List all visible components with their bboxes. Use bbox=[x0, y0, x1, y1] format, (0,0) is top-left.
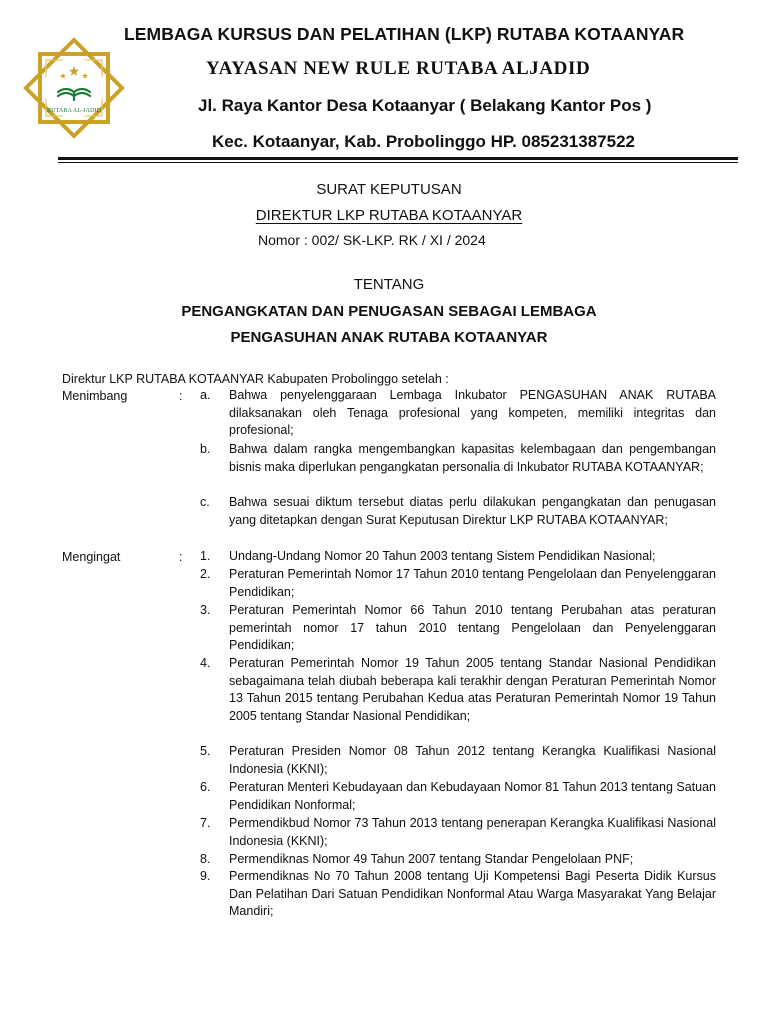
logo-text: RUTABA AL-JADID bbox=[47, 107, 101, 114]
item-marker: 7. bbox=[200, 816, 211, 830]
subject-line-2: PENGASUHAN ANAK RUTABA KOTAANYAR bbox=[230, 329, 548, 346]
document-type: SURAT KEPUTUSAN bbox=[316, 181, 462, 198]
item-text: Bahwa penyelenggaraan Lembaga Inkubator PENGASUHAN ANAK RUTABA dilaksanakan oleh Tenaga profesional yang kompeten, memiliki integritas dan profesional; bbox=[229, 388, 716, 438]
document-number: Nomor : 002/ SK-LKP. RK / XI / 2024 bbox=[258, 232, 486, 248]
item-text: Bahwa sesuai diktum tersebut diatas perlu dilakukan pengangkatan dan penugasan yang ditetapkan dengan Surat Keputusan Direktur LKP RUTABA KOTAANYAR; bbox=[229, 495, 716, 527]
letterhead-divider-thick bbox=[58, 157, 738, 160]
issuer-title: DIREKTUR LKP RUTABA KOTAANYAR bbox=[255, 207, 523, 224]
institution-name: LEMBAGA KURSUS DAN PELATIHAN (LKP) RUTABA KOTAANYAR bbox=[124, 24, 685, 44]
item-text: Peraturan Pemerintah Nomor 66 Tahun 2010 tentang Perubahan atas peraturan pemerintah nomor 17 tahun 2010 tentang Pengelolaan dan Penyelenggaran Pendidikan; bbox=[229, 603, 716, 653]
item-marker: 6. bbox=[200, 780, 211, 794]
contact-line: Kec. Kotaanyar, Kab. Probolinggo HP. 085231387522 bbox=[212, 132, 635, 151]
item-text: Permendikbud Nomor 73 Tahun 2013 tentang penerapan Kerangka Kualifikasi Nasional Indonesia (KKNI); bbox=[229, 816, 716, 848]
item-marker: 5. bbox=[200, 744, 211, 758]
item-text: Bahwa dalam rangka mengembangkan kapasitas kelembagaan dan pengembangan bisnis maka diperlukan pengangkatan personalia di Inkubator RUTABA KOTAANYAR; bbox=[229, 442, 716, 474]
item-text: Peraturan Presiden Nomor 08 Tahun 2012 tentang Kerangka Kualifikasi Nasional Indonesia (KKNI); bbox=[229, 744, 716, 776]
about-heading: TENTANG bbox=[353, 276, 425, 293]
item-text: Permendiknas No 70 Tahun 2008 tentang Uji Kompetensi Bagi Peserta Didik Kursus Dan Pelatihan Dari Satuan Pendidikan Nonformal Atau Warga Masyarakat Yang Belajar Mandiri; bbox=[229, 869, 716, 919]
rutaba-logo-icon bbox=[18, 30, 130, 148]
menimbang-colon: : bbox=[179, 389, 183, 403]
item-text: Undang-Undang Nomor 20 Tahun 2003 tentang Sistem Pendidikan Nasional; bbox=[229, 549, 656, 563]
intro-paragraph: Direktur LKP RUTABA KOTAANYAR Kabupaten Probolinggo setelah : bbox=[62, 372, 449, 386]
item-marker: 9. bbox=[200, 869, 211, 883]
item-marker: a. bbox=[200, 388, 211, 402]
item-marker: b. bbox=[200, 442, 211, 456]
item-marker: 2. bbox=[200, 567, 211, 581]
item-text: Peraturan Menteri Kebudayaan dan Kebudayaan Nomor 81 Tahun 2013 tentang Satuan Pendidikan Nonformal; bbox=[229, 780, 716, 812]
item-marker: 4. bbox=[200, 656, 211, 670]
item-marker: 8. bbox=[200, 852, 211, 866]
item-text: Peraturan Pemerintah Nomor 19 Tahun 2005 tentang Standar Nasional Pendidikan sebagaimana telah diubah beberapa kali terakhir dengan Peraturan Pemerintah Nomor 13 Tahun 2015 tentang Perubahan Kedua atas Peraturan Pemerintah Nomor 19 Tahun 2005 tentang Standar Nasional Pendidikan; bbox=[229, 656, 716, 724]
foundation-name: YAYASAN NEW RULE RUTABA ALJADID bbox=[206, 58, 591, 79]
letterhead-divider-thin bbox=[58, 162, 738, 163]
mengingat-colon: : bbox=[179, 550, 183, 564]
subject-line-1: PENGANGKATAN DAN PENUGASAN SEBAGAI LEMBAGA bbox=[181, 303, 597, 320]
menimbang-label: Menimbang bbox=[62, 389, 128, 403]
address-line: Jl. Raya Kantor Desa Kotaanyar ( Belakang Kantor Pos ) bbox=[198, 96, 652, 115]
item-marker: 3. bbox=[200, 603, 211, 617]
item-marker: 1. bbox=[200, 549, 211, 563]
item-text: Permendiknas Nomor 49 Tahun 2007 tentang Standar Pengelolaan PNF; bbox=[229, 852, 634, 866]
item-text: Peraturan Pemerintah Nomor 17 Tahun 2010 tentang Pengelolaan dan Penyelenggaran Pendidikan; bbox=[229, 567, 716, 599]
mengingat-label: Mengingat bbox=[62, 550, 121, 564]
item-marker: c. bbox=[200, 495, 210, 509]
